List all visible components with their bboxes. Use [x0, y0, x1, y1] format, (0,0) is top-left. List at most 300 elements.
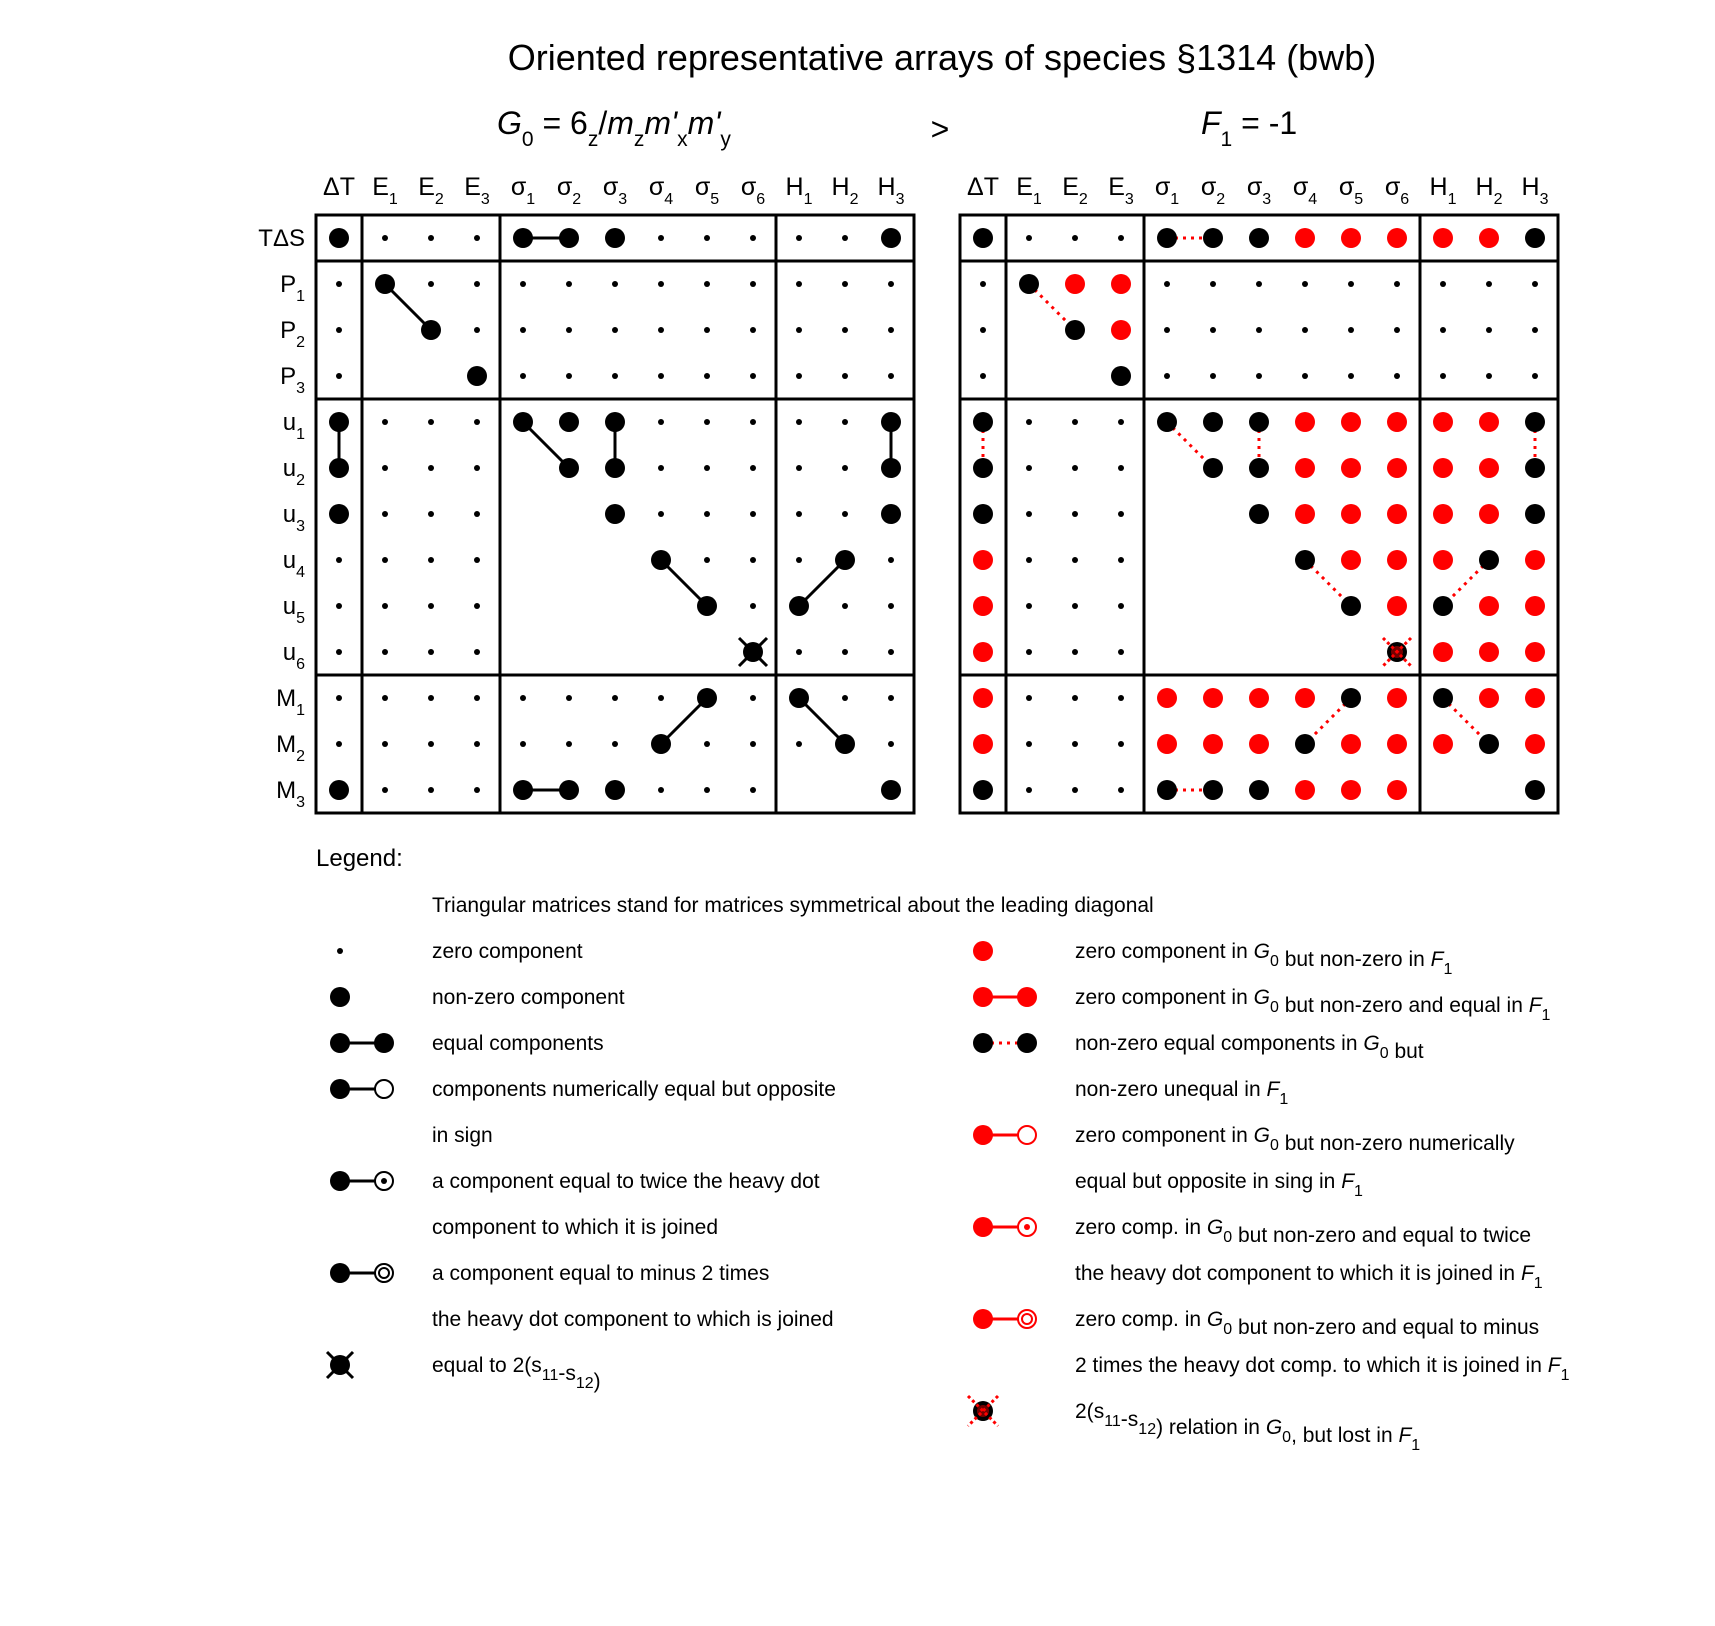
heavy-dot-symbol — [330, 987, 350, 1007]
cell-zero-dot — [612, 281, 618, 287]
cell-red-dot — [1479, 642, 1499, 662]
cell-zero-dot — [796, 235, 802, 241]
cell-zero-dot — [336, 603, 342, 609]
cell-zero-dot — [1118, 649, 1124, 655]
legend-text: non-zero component — [432, 986, 625, 1009]
cell-zero-dot — [474, 511, 480, 517]
cell-zero-dot — [1486, 373, 1492, 379]
cell-red-dot — [1341, 550, 1361, 570]
cell-red-dot — [1479, 688, 1499, 708]
cell-zero-dot — [1348, 327, 1354, 333]
cell-zero-dot — [1164, 327, 1170, 333]
cell-red-dot — [1433, 734, 1453, 754]
cell-zero-dot — [474, 557, 480, 563]
cell-red-dot — [1525, 596, 1545, 616]
legend-right-item-6 — [968, 1396, 1420, 1454]
cell-red-dot — [1341, 412, 1361, 432]
cell-zero-dot — [888, 557, 894, 563]
cell-heavy-dot — [973, 228, 993, 248]
cell-zero-dot — [428, 281, 434, 287]
column-header-9: $\sigma_6$ — [740, 173, 766, 208]
cell-zero-dot — [428, 787, 434, 793]
cell-zero-dot — [1118, 603, 1124, 609]
legend-left-item-0 — [337, 940, 583, 963]
cell-zero-dot — [1072, 557, 1078, 563]
legend-text: a component equal to twice the heavy dot — [432, 1170, 820, 1193]
legend-text: $2(s_{11}-s_{12})$ relation in $G_0$, but lost in $F_1$ — [1075, 1400, 1421, 1454]
left-formula-part-5: x — [677, 128, 688, 151]
cell-zero-dot — [428, 557, 434, 563]
cell-zero-dot — [704, 327, 710, 333]
cell-heavy-dot — [559, 458, 579, 478]
legend-text: components numerically equal but opposite — [432, 1078, 836, 1101]
column-header-12: $H_3$ — [877, 173, 905, 208]
cell-heavy-dot — [1525, 228, 1545, 248]
row-label-6: $u_3$ — [282, 501, 305, 535]
cell-heavy-dot — [1157, 228, 1177, 248]
cell-red-dot — [1479, 228, 1499, 248]
cell-red-dot — [1479, 504, 1499, 524]
cell-heavy-dot — [697, 596, 717, 616]
cell-zero-dot — [658, 465, 664, 471]
cell-heavy-dot — [1295, 734, 1315, 754]
cell-red-dot — [1525, 688, 1545, 708]
column-header-1: $E_1$ — [372, 173, 398, 208]
cell-zero-dot — [658, 281, 664, 287]
legend-right-item-1 — [973, 986, 1551, 1024]
cell-zero-dot — [382, 787, 388, 793]
cell-zero-dot — [842, 373, 848, 379]
cell-zero-dot — [1072, 419, 1078, 425]
legend-left-item-2 — [330, 1032, 604, 1055]
cell-red-dot — [1387, 780, 1407, 800]
cell-zero-dot — [1026, 741, 1032, 747]
cell-zero-dot — [704, 557, 710, 563]
cell-zero-dot — [888, 373, 894, 379]
cell-zero-dot — [1256, 327, 1262, 333]
column-header-3: $E_3$ — [464, 173, 490, 208]
legend — [316, 845, 1570, 1454]
cell-heavy-dot — [973, 780, 993, 800]
cell-zero-dot — [1348, 281, 1354, 287]
cell-zero-dot — [1072, 235, 1078, 241]
cell-zero-dot — [750, 419, 756, 425]
red-opposite-pair-symbol — [973, 1125, 1036, 1145]
cell-zero-dot — [1394, 373, 1400, 379]
row-label-8: $u_5$ — [282, 593, 305, 627]
cell-red-dot — [1249, 734, 1269, 754]
cell-red-dot — [973, 688, 993, 708]
cell-zero-dot — [980, 327, 986, 333]
cell-zero-dot — [842, 235, 848, 241]
column-header-3: $E_3$ — [1108, 173, 1134, 208]
cell-zero-dot — [382, 603, 388, 609]
red-dot-symbol — [973, 941, 993, 961]
cell-zero-dot — [796, 557, 802, 563]
left-formula-main: G — [497, 105, 522, 141]
cell-zero-dot — [520, 695, 526, 701]
relation-symbol: > — [930, 111, 950, 147]
cell-heavy-dot — [1249, 228, 1269, 248]
cell-zero-dot — [750, 511, 756, 517]
diagram-title: Oriented representative arrays of species §1314 (bwb) — [507, 37, 1377, 78]
cell-zero-dot — [1210, 373, 1216, 379]
column-header-6: $\sigma_3$ — [1246, 173, 1272, 208]
legend-text: equal but opposite in sing in $F_1$ — [1075, 1170, 1363, 1200]
cell-zero-dot — [520, 327, 526, 333]
cell-red-dot — [1157, 688, 1177, 708]
cell-heavy-dot — [375, 274, 395, 294]
cell-heavy-dot — [835, 734, 855, 754]
cell-zero-dot — [796, 281, 802, 287]
cell-red-dot — [1157, 734, 1177, 754]
cell-heavy-dot — [1525, 412, 1545, 432]
cell-zero-dot — [1256, 373, 1262, 379]
cell-red-dot — [1433, 412, 1453, 432]
legend-left-item-5 — [330, 1262, 834, 1331]
legend-right — [968, 940, 1570, 1454]
left-formula-part-3: z — [633, 128, 645, 151]
cell-heavy-dot — [329, 228, 349, 248]
cell-heavy-dot — [1111, 366, 1131, 386]
cell-red-dot — [1525, 550, 1545, 570]
cell-zero-dot — [1440, 373, 1446, 379]
left-formula-part-2: m — [607, 105, 634, 141]
row-label-11: $M_2$ — [276, 731, 305, 765]
cell-zero-dot — [980, 373, 986, 379]
cell-zero-dot — [1118, 419, 1124, 425]
cell-zero-dot — [658, 373, 664, 379]
column-header-9: $\sigma_6$ — [1384, 173, 1410, 208]
cell-heavy-dot — [559, 780, 579, 800]
crossed-dot-symbol — [327, 1352, 353, 1378]
cell-zero-dot — [704, 465, 710, 471]
cell-zero-dot — [704, 281, 710, 287]
cell-red-dot — [1341, 504, 1361, 524]
cell-zero-dot — [428, 649, 434, 655]
cell-zero-dot — [888, 281, 894, 287]
cell-zero-dot — [474, 603, 480, 609]
cell-heavy-dot — [1249, 412, 1269, 432]
column-header-5: $\sigma_2$ — [1200, 173, 1226, 208]
cell-heavy-dot — [697, 688, 717, 708]
cell-zero-dot — [520, 741, 526, 747]
cell-zero-dot — [750, 235, 756, 241]
cell-zero-dot — [1026, 603, 1032, 609]
cell-red-dot — [1065, 274, 1085, 294]
cell-zero-dot — [1118, 557, 1124, 563]
cell-zero-dot — [612, 327, 618, 333]
cell-red-dot — [1203, 688, 1223, 708]
legend-right-item-0 — [973, 940, 1452, 978]
cell-red-dot — [1433, 458, 1453, 478]
cell-red-dot — [1249, 688, 1269, 708]
cell-zero-dot — [1440, 327, 1446, 333]
legend-heading: Legend: — [316, 845, 403, 872]
cell-red-dot — [1479, 412, 1499, 432]
cell-zero-dot — [750, 281, 756, 287]
cell-zero-dot — [842, 281, 848, 287]
cell-zero-dot — [520, 373, 526, 379]
cell-red-dot — [1433, 504, 1453, 524]
cell-zero-dot — [658, 695, 664, 701]
cell-heavy-dot — [835, 550, 855, 570]
cell-heavy-dot — [1341, 596, 1361, 616]
cell-red-dot — [1295, 228, 1315, 248]
cell-red-dot — [973, 734, 993, 754]
cell-red-dot — [1387, 734, 1407, 754]
cell-heavy-dot — [1203, 458, 1223, 478]
cell-zero-dot — [1256, 281, 1262, 287]
cell-red-dot — [1341, 228, 1361, 248]
column-header-2: $E_2$ — [1062, 173, 1088, 208]
cell-zero-dot — [566, 695, 572, 701]
cell-zero-dot — [382, 511, 388, 517]
cell-zero-dot — [888, 649, 894, 655]
cell-heavy-dot — [881, 458, 901, 478]
cell-zero-dot — [658, 419, 664, 425]
cell-zero-dot — [428, 741, 434, 747]
cell-heavy-dot — [559, 412, 579, 432]
cell-zero-dot — [1026, 557, 1032, 563]
row-label-10: $M_1$ — [276, 685, 305, 719]
column-header-0: ΔT — [967, 173, 999, 201]
cell-zero-dot — [842, 603, 848, 609]
cell-zero-dot — [888, 327, 894, 333]
cell-heavy-dot — [605, 780, 625, 800]
cell-zero-dot — [1026, 465, 1032, 471]
cell-zero-dot — [428, 603, 434, 609]
cell-red-dot — [1433, 642, 1453, 662]
cell-red-dot — [1387, 596, 1407, 616]
left-formula-part-4: m' — [644, 105, 678, 141]
cell-zero-dot — [382, 695, 388, 701]
cell-zero-dot — [474, 787, 480, 793]
legend-text: zero component — [432, 940, 583, 963]
column-header-11: $H_2$ — [831, 173, 859, 208]
cell-zero-dot — [566, 327, 572, 333]
cell-heavy-dot — [651, 550, 671, 570]
cell-zero-dot — [1440, 281, 1446, 287]
cell-heavy-dot — [467, 366, 487, 386]
cell-zero-dot — [336, 281, 342, 287]
cell-heavy-dot — [973, 412, 993, 432]
cell-red-dot — [1295, 688, 1315, 708]
cell-zero-dot — [428, 235, 434, 241]
cell-heavy-dot — [1525, 504, 1545, 524]
cell-zero-dot — [796, 741, 802, 747]
cell-heavy-dot — [1525, 780, 1545, 800]
cell-red-dot — [1387, 550, 1407, 570]
matrices — [258, 173, 1558, 813]
cell-zero-dot — [1210, 327, 1216, 333]
cell-zero-dot — [1026, 511, 1032, 517]
cell-red-dot — [1387, 688, 1407, 708]
column-header-12: $H_3$ — [1521, 173, 1549, 208]
cell-zero-dot — [796, 327, 802, 333]
legend-text: component to which it is joined — [432, 1216, 718, 1239]
left-formula — [497, 105, 731, 151]
legend-text: non-zero unequal in $F_1$ — [1075, 1078, 1289, 1108]
cell-zero-dot — [1026, 419, 1032, 425]
cell-zero-dot — [612, 695, 618, 701]
cell-zero-dot — [474, 235, 480, 241]
right-formula-sub: 1 — [1220, 128, 1233, 151]
legend-text: the heavy dot component to which it is joined in $F_1$ — [1075, 1262, 1543, 1292]
cell-zero-dot — [750, 557, 756, 563]
cell-zero-dot — [1026, 649, 1032, 655]
cell-zero-dot — [750, 373, 756, 379]
legend-right-item-2 — [973, 1032, 1424, 1108]
row-label-7: $u_4$ — [282, 547, 305, 581]
cell-heavy-dot — [1157, 780, 1177, 800]
row-label-4: $u_1$ — [282, 409, 305, 443]
cell-zero-dot — [1072, 511, 1078, 517]
cell-zero-dot — [336, 649, 342, 655]
cell-zero-dot — [474, 741, 480, 747]
legend-text: equal components — [432, 1032, 604, 1055]
cell-zero-dot — [1164, 281, 1170, 287]
legend-text: zero component in $G_0$ but non-zero in $F_1$ — [1075, 940, 1453, 978]
column-header-4: $\sigma_1$ — [510, 173, 536, 208]
cell-zero-dot — [428, 695, 434, 701]
red-minus-two-pair-symbol — [973, 1309, 1036, 1329]
cell-heavy-dot — [1479, 550, 1499, 570]
cell-red-dot — [1295, 458, 1315, 478]
cell-zero-dot — [842, 327, 848, 333]
cell-zero-dot — [1072, 695, 1078, 701]
cell-zero-dot — [888, 695, 894, 701]
column-header-10: $H_1$ — [1429, 173, 1457, 208]
cell-zero-dot — [750, 603, 756, 609]
legend-text: zero component in $G_0$ but non-zero and equal in $F_1$ — [1075, 986, 1551, 1024]
cell-zero-dot — [888, 603, 894, 609]
cell-zero-dot — [428, 465, 434, 471]
cell-zero-dot — [842, 695, 848, 701]
row-label-2: $P_2$ — [280, 317, 305, 351]
left-formula-part-1: / — [598, 105, 608, 141]
cell-heavy-dot — [1341, 688, 1361, 708]
column-header-1: $E_1$ — [1016, 173, 1042, 208]
cell-zero-dot — [474, 281, 480, 287]
legend-left-item-3 — [330, 1078, 836, 1147]
cell-red-dot — [1111, 320, 1131, 340]
cell-red-dot — [1479, 596, 1499, 616]
legend-text: zero comp. in $G_0$ but non-zero and equal to minus — [1075, 1308, 1540, 1339]
legend-text: zero comp. in $G_0$ but non-zero and equal to twice — [1075, 1216, 1532, 1247]
right-formula-main: F — [1201, 105, 1221, 141]
cell-heavy-dot — [1479, 734, 1499, 754]
cell-red-dot — [1525, 642, 1545, 662]
cell-zero-dot — [1302, 281, 1308, 287]
cell-zero-dot — [1348, 373, 1354, 379]
row-label-5: $u_2$ — [282, 455, 305, 489]
right-formula — [1201, 105, 1297, 151]
cell-zero-dot — [382, 557, 388, 563]
cell-zero-dot — [612, 373, 618, 379]
cell-red-dot — [973, 642, 993, 662]
minus-two-pair-symbol — [330, 1263, 393, 1283]
row-label-12: $M_3$ — [276, 777, 305, 811]
cell-heavy-dot — [1249, 780, 1269, 800]
cell-zero-dot — [750, 327, 756, 333]
cell-red-dot — [1341, 780, 1361, 800]
legend-text: in sign — [432, 1124, 493, 1147]
cell-heavy-dot — [1203, 228, 1223, 248]
twice-pair-symbol — [330, 1171, 393, 1191]
cell-zero-dot — [1118, 695, 1124, 701]
cell-heavy-dot — [1065, 320, 1085, 340]
cell-heavy-dot — [789, 688, 809, 708]
cell-red-dot — [1341, 458, 1361, 478]
cell-zero-dot — [1118, 235, 1124, 241]
legend-text: 2 times the heavy dot comp. to which it is joined in $F_1$ — [1075, 1354, 1570, 1384]
cell-zero-dot — [842, 649, 848, 655]
cell-heavy-dot — [1433, 688, 1453, 708]
legend-right-item-5 — [973, 1308, 1570, 1384]
cell-zero-dot — [796, 419, 802, 425]
legend-left-item-4 — [330, 1170, 820, 1239]
left-formula-rest: = 6 — [533, 105, 588, 141]
small-dot-symbol — [337, 948, 343, 954]
legend-text: equal to $2(s_{11}-s_{12})$ — [432, 1354, 601, 1393]
cell-heavy-dot — [329, 458, 349, 478]
cell-zero-dot — [1118, 465, 1124, 471]
cell-zero-dot — [704, 373, 710, 379]
cell-zero-dot — [566, 741, 572, 747]
cell-heavy-dot — [1295, 550, 1315, 570]
equal-pair-symbol — [330, 1033, 394, 1053]
cell-heavy-dot — [329, 780, 349, 800]
legend-text: a component equal to minus 2 times — [432, 1262, 770, 1285]
cell-zero-dot — [1210, 281, 1216, 287]
cell-zero-dot — [382, 235, 388, 241]
cell-red-dot — [1341, 734, 1361, 754]
cell-red-dot — [1387, 458, 1407, 478]
red-twice-pair-symbol — [973, 1217, 1036, 1237]
cell-heavy-dot — [1433, 596, 1453, 616]
cell-zero-dot — [1302, 327, 1308, 333]
cell-zero-dot — [1072, 741, 1078, 747]
cell-heavy-dot — [329, 504, 349, 524]
cell-zero-dot — [382, 465, 388, 471]
cell-zero-dot — [1026, 787, 1032, 793]
cell-heavy-dot — [1249, 458, 1269, 478]
cell-zero-dot — [428, 511, 434, 517]
cell-zero-dot — [658, 511, 664, 517]
cell-zero-dot — [1532, 281, 1538, 287]
cell-zero-dot — [428, 419, 434, 425]
cell-zero-dot — [796, 373, 802, 379]
column-header-10: $H_1$ — [785, 173, 813, 208]
cell-crossed-dot — [1383, 638, 1411, 666]
cell-zero-dot — [1072, 787, 1078, 793]
cell-red-dot — [1295, 780, 1315, 800]
cell-heavy-dot — [1203, 412, 1223, 432]
cell-zero-dot — [704, 235, 710, 241]
legend-text: non-zero equal components in $G_0$ but — [1075, 1032, 1424, 1063]
cell-zero-dot — [1532, 373, 1538, 379]
dotted-pair-symbol — [973, 1033, 1037, 1053]
opposite-pair-symbol — [330, 1079, 393, 1099]
cell-zero-dot — [658, 235, 664, 241]
cell-red-dot — [1295, 504, 1315, 524]
cell-red-dot — [1433, 228, 1453, 248]
cell-heavy-dot — [513, 412, 533, 432]
cell-heavy-dot — [605, 458, 625, 478]
column-header-7: $\sigma_4$ — [648, 173, 674, 208]
cell-zero-dot — [1394, 327, 1400, 333]
